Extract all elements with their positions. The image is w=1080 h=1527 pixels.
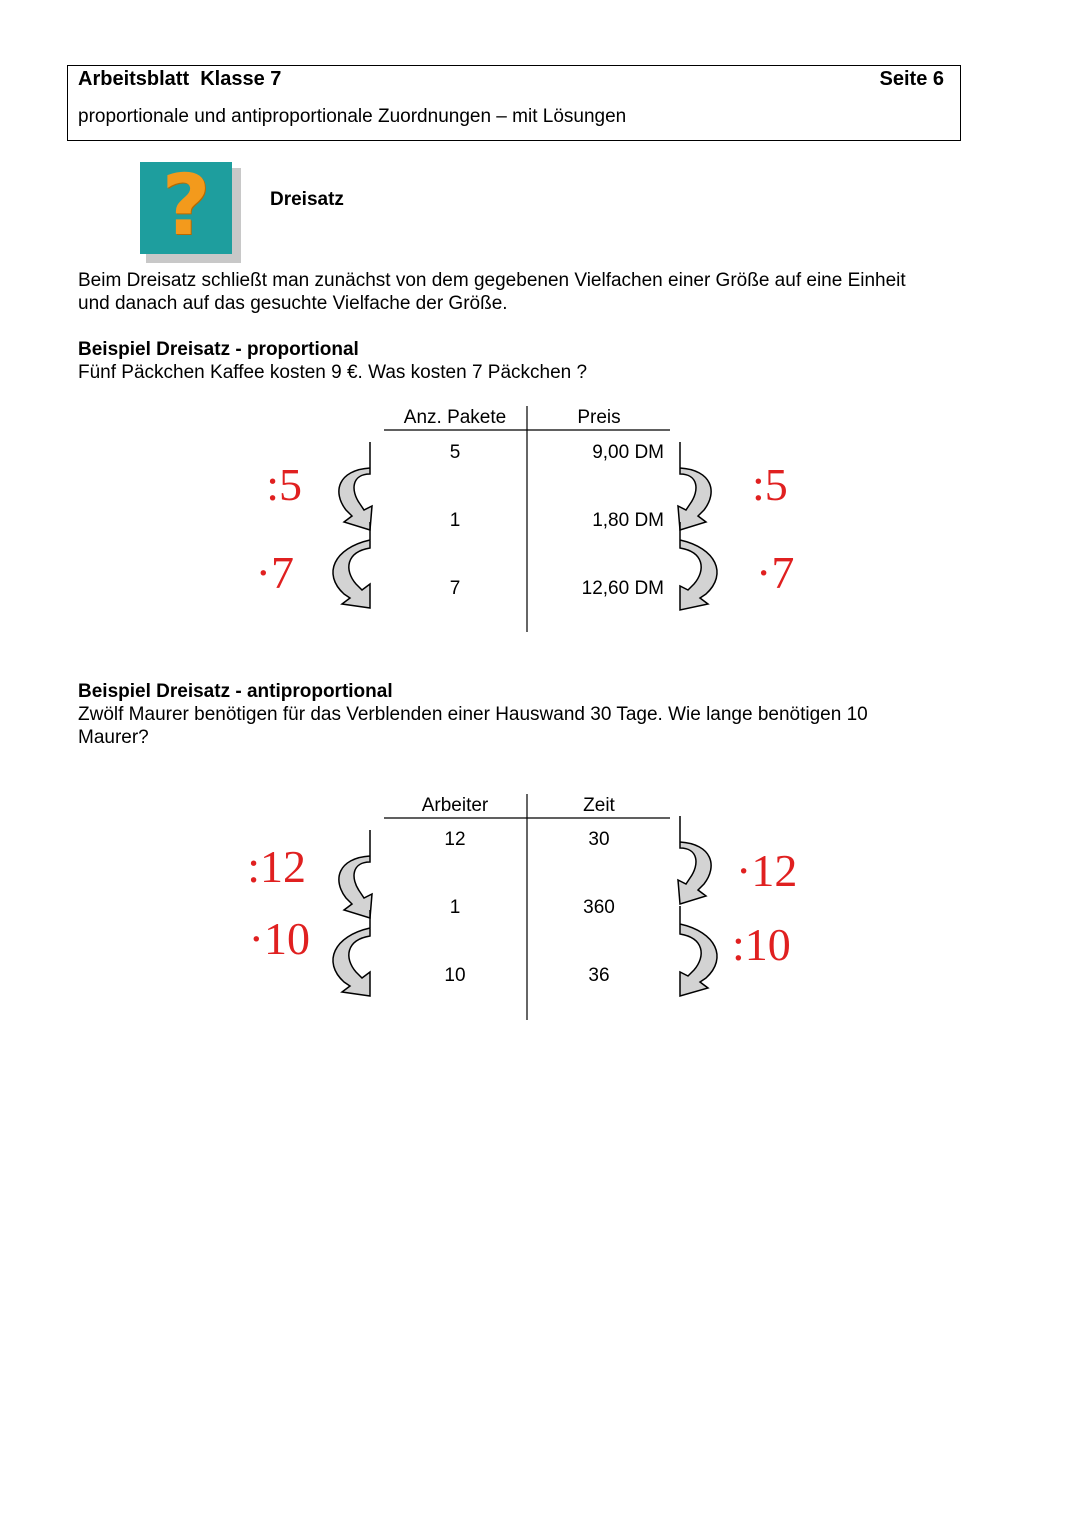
example2-col2-cell: 30 <box>588 829 610 850</box>
example2-text-line-1: Zwölf Maurer benötigen für das Verblenden einer Hauswand 30 Tage. Wie lange benötigen 10 <box>78 704 868 725</box>
curved-arrow-icon <box>678 442 711 530</box>
intro-line-1: Beim Dreisatz schließt man zunächst von dem gegebenen Vielfachen einer Größe auf eine Einheit <box>78 270 906 291</box>
example2-text-line-2: Maurer? <box>78 727 149 748</box>
example2-left-op-divide: :12 <box>247 841 306 892</box>
curved-arrow-icon <box>339 442 372 530</box>
example2-col2-header: Zeit <box>583 795 615 816</box>
intro-line-2: und danach auf das gesuchte Vielfache der Größe. <box>78 293 508 314</box>
curved-arrow-icon <box>333 522 370 608</box>
example2-col2-cell: 36 <box>588 965 610 986</box>
worksheet-subtitle: proportionale und antiproportionale Zuordnungen – mit Lösungen <box>78 106 627 127</box>
example1-left-op-divide: :5 <box>266 459 302 510</box>
example2-col1-cell: 10 <box>444 965 466 986</box>
example1-right-op-divide: :5 <box>752 459 788 510</box>
example2-right-op-divide: :10 <box>732 919 791 970</box>
example2-col1-cell: 1 <box>449 897 461 918</box>
curved-arrow-icon <box>680 522 717 610</box>
curved-arrow-icon <box>333 910 370 996</box>
example1-heading: Beispiel Dreisatz - proportional <box>78 339 359 360</box>
example1-col2-cell: 12,60 DM <box>581 578 664 599</box>
section-title: Dreisatz <box>270 189 344 210</box>
example1-left-op-multiply: ·7 <box>255 547 294 598</box>
example1-right-op-multiply: ·7 <box>756 547 795 598</box>
example1-text: Fünf Päckchen Kaffee kosten 9 €. Was kosten 7 Päckchen ? <box>78 362 588 383</box>
example2-right-op-multiply: ·12 <box>736 845 798 896</box>
example2-col2-cell: 360 <box>583 897 615 918</box>
example2-col1-header: Arbeiter <box>421 795 489 816</box>
example2-col1-cell: 12 <box>444 829 466 850</box>
question-mark-glyph: ? <box>161 156 211 254</box>
curved-arrow-icon <box>680 906 717 996</box>
curved-arrow-icon <box>678 816 711 904</box>
curved-arrow-icon <box>339 830 372 918</box>
example1-col1-cell: 1 <box>449 510 461 531</box>
example2-left-op-multiply: ·10 <box>248 913 310 964</box>
example1-col1-header: Anz. Pakete <box>403 407 507 428</box>
example1-col1-cell: 7 <box>449 578 461 599</box>
example2-heading: Beispiel Dreisatz - antiproportional <box>78 681 393 702</box>
example1-col2-cell: 1,80 DM <box>592 510 664 531</box>
example1-col2-cell: 9,00 DM <box>592 442 664 463</box>
worksheet-title: Arbeitsblatt Klasse 7 <box>78 68 282 90</box>
example1-col2-header: Preis <box>577 407 621 428</box>
example1-col1-cell: 5 <box>449 442 461 463</box>
page-number: Seite 6 <box>879 68 944 90</box>
